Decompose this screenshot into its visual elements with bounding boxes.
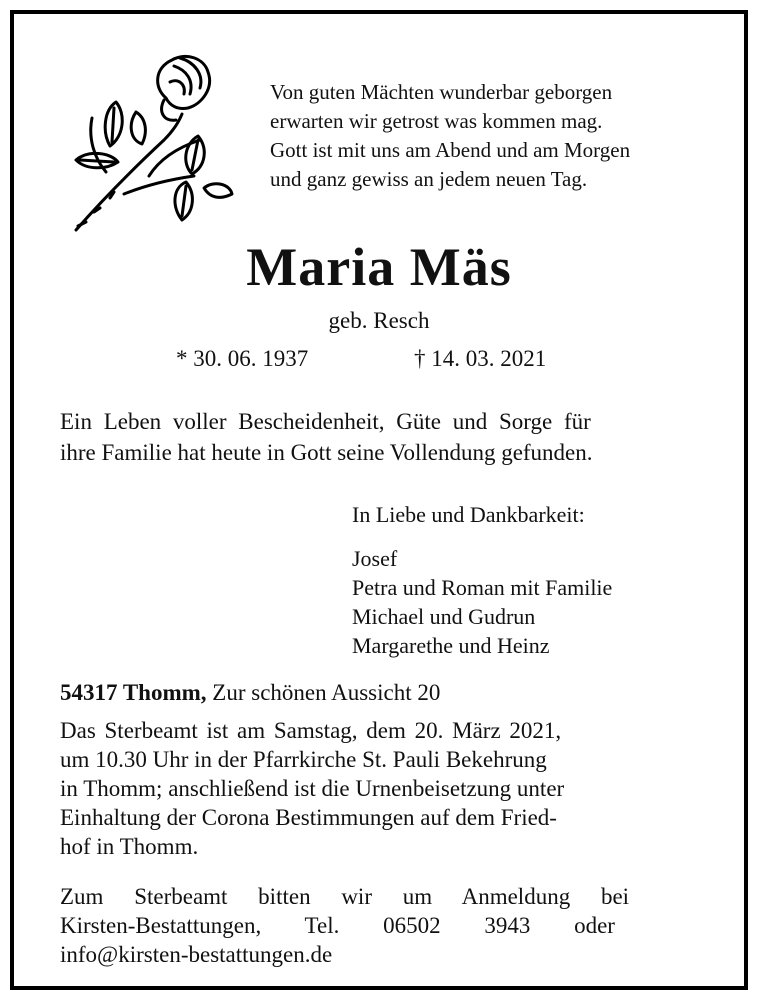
poem: [270, 78, 630, 194]
registration-info: [60, 882, 702, 969]
service-line: Das Sterbeamt ist am Samstag, dem 20. März 2021,: [60, 718, 562, 743]
family-member: Michael und Gudrun: [352, 604, 536, 629]
death-date: † 14. 03. 2021: [414, 346, 547, 371]
intro-line: Ein Leben voller Bescheidenheit, Güte und Sorge für: [60, 409, 591, 434]
rose-icon: [54, 48, 234, 234]
family-list: [352, 544, 612, 660]
address-place: 54317 Thomm,: [60, 680, 207, 705]
family-member: Margarethe und Heinz: [352, 633, 550, 658]
service-line: Einhaltung der Corona Bestimmungen auf dem Fried-: [60, 805, 557, 830]
obituary-card: [10, 10, 748, 990]
registration-line: Kirsten-Bestattungen, Tel. 06502 3943 oder: [60, 913, 615, 938]
thanks-heading: In Liebe und Dankbarkeit:: [352, 502, 585, 527]
service-info: [60, 716, 702, 861]
address-street: Zur schönen Aussicht 20: [212, 680, 441, 705]
intro-line: ihre Familie hat heute in Gott seine Vollendung gefunden.: [60, 440, 593, 465]
deceased-name: Maria Mäs: [246, 237, 512, 297]
registration-line: Zum Sterbeamt bitten wir um Anmeldung bei: [60, 884, 630, 909]
family-member: Josef: [352, 546, 398, 571]
birth-name: geb. Resch: [328, 308, 430, 333]
poem-line: erwarten wir getrost was kommen mag.: [270, 109, 603, 133]
intro-text: [60, 406, 702, 468]
poem-line: Von guten Mächten wunderbar geborgen: [270, 80, 613, 104]
service-line: hof in Thomm.: [60, 834, 199, 859]
address: [60, 680, 440, 706]
poem-line: Gott ist mit uns am Abend und am Morgen: [270, 138, 631, 162]
family-member: Petra und Roman mit Familie: [352, 575, 613, 600]
birth-date: * 30. 06. 1937: [176, 346, 309, 371]
service-line: in Thomm; anschließend ist die Urnenbeisetzung unter: [60, 776, 565, 801]
registration-line: info@kirsten-bestattungen.de: [60, 942, 333, 967]
service-line: um 10.30 Uhr in der Pfarrkirche St. Pauli Bekehrung: [60, 747, 547, 772]
poem-line: und ganz gewiss an jedem neuen Tag.: [270, 167, 588, 191]
